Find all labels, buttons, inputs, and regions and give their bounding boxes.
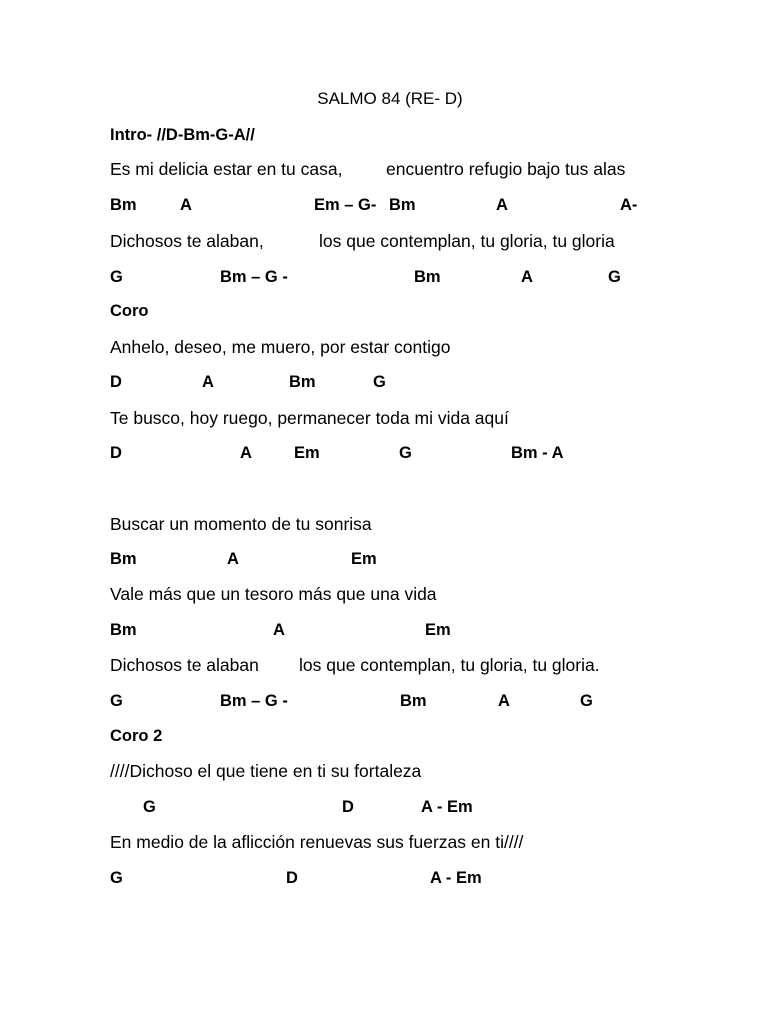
chorus1-chord-line-2 bbox=[0, 442, 768, 464]
chorus1-chord-line-1 bbox=[0, 371, 768, 393]
chord: A bbox=[498, 692, 510, 710]
chord: A bbox=[180, 196, 192, 214]
chord: A bbox=[496, 196, 508, 214]
chord: A bbox=[227, 550, 239, 568]
song-title: SALMO 84 (RE- D) bbox=[317, 89, 463, 108]
chord: G bbox=[110, 268, 123, 286]
chord: Bm bbox=[110, 621, 137, 639]
chord: A - Em bbox=[430, 869, 482, 887]
chord: Em bbox=[294, 444, 320, 462]
chord: A bbox=[202, 373, 214, 391]
chord: G bbox=[110, 692, 123, 710]
lyric-segment: los que contemplan, tu gloria, tu gloria. bbox=[299, 655, 600, 675]
chord: A bbox=[521, 268, 533, 286]
chord: D bbox=[110, 373, 122, 391]
chord: Em – G- bbox=[314, 196, 377, 214]
chord: A - Em bbox=[421, 798, 473, 816]
verse2-chord-line-1 bbox=[0, 548, 768, 570]
chord: A bbox=[240, 444, 252, 462]
chorus2-chord-line-2 bbox=[0, 867, 768, 889]
chord: Bm bbox=[110, 196, 137, 214]
chorus2-label: Coro 2 bbox=[110, 727, 163, 745]
chord: G bbox=[143, 798, 156, 816]
lyric-segment: los que contemplan, tu gloria, tu gloria bbox=[319, 231, 615, 251]
chord: Bm bbox=[110, 550, 137, 568]
chord: Bm – G - bbox=[220, 268, 288, 286]
chord: Bm bbox=[389, 196, 416, 214]
chord: D bbox=[110, 444, 122, 462]
chorus1-label: Coro bbox=[110, 302, 149, 320]
chord: G bbox=[373, 373, 386, 391]
verse2-chord-line-3 bbox=[0, 690, 768, 712]
chord: Bm bbox=[289, 373, 316, 391]
chord: Em bbox=[425, 621, 451, 639]
chord: G bbox=[580, 692, 593, 710]
lyric-segment: Es mi delicia estar en tu casa, bbox=[110, 159, 343, 179]
chord: D bbox=[342, 798, 354, 816]
chorus2-lyric-line-1: ////Dichoso el que tiene en ti su fortaleza bbox=[110, 761, 422, 781]
chord: Bm – G - bbox=[220, 692, 288, 710]
chord: G bbox=[608, 268, 621, 286]
verse1-chord-line-1 bbox=[0, 194, 768, 216]
chord: Em bbox=[351, 550, 377, 568]
chord: Bm - A bbox=[511, 444, 564, 462]
lyric-segment: Dichosos te alaban, bbox=[110, 231, 264, 251]
chord: Bm bbox=[400, 692, 427, 710]
chord: G bbox=[399, 444, 412, 462]
intro-line: Intro- //D-Bm-G-A// bbox=[110, 126, 255, 144]
chord: A- bbox=[620, 196, 638, 214]
verse2-chord-line-2 bbox=[0, 619, 768, 641]
verse1-chord-line-2 bbox=[0, 266, 768, 288]
chord: G bbox=[110, 869, 123, 887]
chord: D bbox=[286, 869, 298, 887]
chord: A bbox=[273, 621, 285, 639]
lyric-segment: encuentro refugio bajo tus alas bbox=[386, 159, 626, 179]
chorus2-lyric-line-2: En medio de la aflicción renuevas sus fuerzas en ti//// bbox=[110, 832, 524, 852]
chord: Bm bbox=[414, 268, 441, 286]
verse2-lyric-line-2: Vale más que un tesoro más que una vida bbox=[110, 584, 437, 604]
chorus1-lyric-line-2: Te busco, hoy ruego, permanecer toda mi vida aquí bbox=[110, 408, 509, 428]
lyric-segment: Dichosos te alaban bbox=[110, 655, 259, 675]
verse2-lyric-line-1: Buscar un momento de tu sonrisa bbox=[110, 514, 372, 534]
chorus2-chord-line-1 bbox=[0, 796, 768, 818]
chorus1-lyric-line-1: Anhelo, deseo, me muero, por estar contigo bbox=[110, 337, 451, 357]
